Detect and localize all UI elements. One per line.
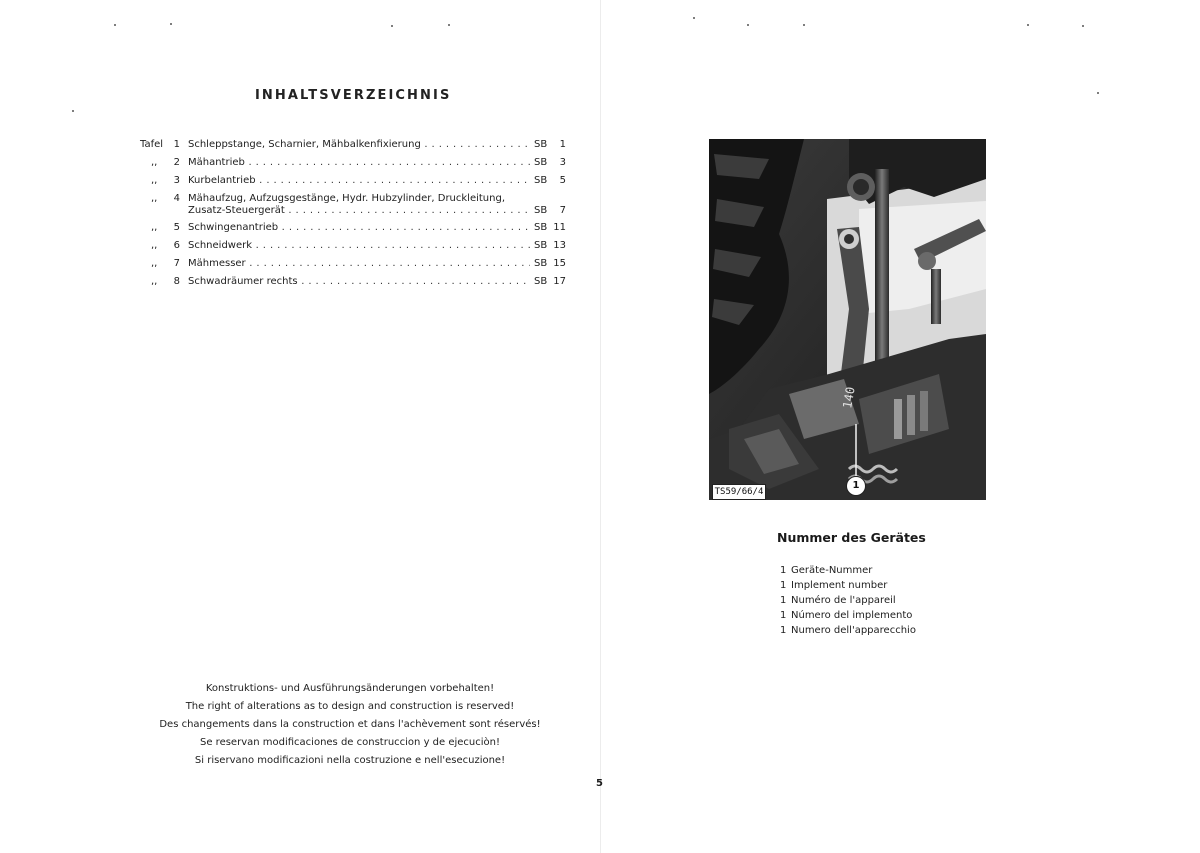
toc-entry-sb: SB [534, 139, 548, 150]
toc-entry-title: Mähmesser . . . [188, 257, 530, 271]
page-divider [600, 0, 601, 853]
toc-entry-title: Mähantrieb . . . [188, 156, 530, 170]
caption-item [780, 563, 1040, 578]
toc-entry-page: 17 [553, 276, 566, 287]
scan-speck [747, 24, 749, 26]
toc-entry-number: 3 [173, 175, 180, 186]
toc-entry-page: 13 [553, 240, 566, 251]
scan-speck [114, 24, 116, 26]
toc-entry [140, 156, 570, 170]
toc-entry-page: 3 [559, 157, 566, 168]
caption-item [780, 578, 1040, 593]
toc-entry-number: 7 [173, 258, 180, 269]
toc-entry-prefix: ,, [151, 222, 158, 233]
toc-entry [140, 174, 570, 188]
caption-item-label: Implement number [791, 580, 888, 591]
toc-entry-title: Schwadräumer rechts . . . [188, 275, 530, 289]
scan-speck [448, 24, 450, 26]
toc-entry-title: Schleppstange, Scharnier, Mähbalkenfixierung . . . [188, 138, 530, 152]
toc-entry-title: Schwingenantrieb . . . [188, 221, 530, 235]
toc-entry-prefix: ,, [151, 258, 158, 269]
implement-photo [709, 139, 986, 500]
toc-entry-page: 7 [559, 205, 566, 216]
caption-item-label: Geräte-Nummer [791, 565, 873, 576]
toc-entry [140, 239, 570, 253]
toc-entry [140, 192, 570, 220]
notice-line-english: The right of alterations as to design and construction is reserved! [185, 701, 515, 712]
scan-speck [72, 110, 74, 112]
toc-entry-page: 5 [559, 175, 566, 186]
caption-item-label: Número del implemento [791, 610, 913, 621]
toc-entry-title: Schneidwerk . . . [188, 239, 530, 253]
scan-speck [803, 24, 805, 26]
caption-title: Nummer des Gerätes [777, 530, 926, 545]
toc-entry-prefix: Tafel [140, 139, 164, 150]
scan-speck [1097, 92, 1099, 94]
toc-entry-sb: SB [534, 276, 548, 287]
toc-entry-page: 11 [553, 222, 566, 233]
toc-entry-page: 1 [559, 139, 566, 150]
caption-item-number: 1 [780, 595, 787, 606]
toc-entry-prefix: ,, [151, 276, 158, 287]
toc-entry-number: 6 [173, 240, 180, 251]
toc-entry-prefix: ,, [151, 193, 158, 204]
toc-entry-title: Mähaufzug, Aufzugsgestänge, Hydr. Hubzylinder, Druckleitung, [188, 193, 506, 204]
toc-entry-sb: SB [534, 258, 548, 269]
caption-list [780, 563, 1040, 638]
caption-item-label: Numéro de l'appareil [791, 595, 896, 606]
toc-entry-number: 5 [173, 222, 180, 233]
scan-speck [1027, 24, 1029, 26]
notice-line-italian: Si riservano modificazioni nella costruzione e nell'esecuzione! [194, 755, 506, 766]
toc-entry-prefix: ,, [151, 157, 158, 168]
toc-entry-prefix: ,, [151, 175, 158, 186]
toc-entry [140, 257, 570, 271]
alterations-notice [150, 680, 550, 770]
toc-entry [140, 221, 570, 235]
toc-entry-number: 4 [173, 193, 180, 204]
caption-item [780, 623, 1040, 638]
notice-line-german: Konstruktions- und Ausführungsänderungen vorbehalten! [205, 683, 495, 694]
scan-speck [693, 17, 695, 19]
caption-item-number: 1 [780, 565, 787, 576]
caption-item [780, 608, 1040, 623]
engraved-serial-number: 140 [840, 385, 858, 410]
implement-photo-image [709, 139, 986, 500]
toc-title: INHALTSVERZEICHNIS [255, 88, 452, 103]
toc-entry-title-continued: Zusatz-Steuergerät . . . [188, 204, 530, 218]
toc-entry-title: Kurbelantrieb . . . [188, 174, 530, 188]
toc-entry-sb: SB [534, 222, 548, 233]
scan-speck [391, 25, 393, 27]
toc-entry-sb: SB [534, 240, 548, 251]
callout-marker-1: 1 [846, 476, 866, 496]
photo-reference-code: TS59/66/4 [712, 484, 766, 500]
notice-line-french: Des changements dans la construction et dans l'achèvement sont réservés! [159, 719, 541, 730]
scan-speck [170, 23, 172, 25]
caption-item-number: 1 [780, 580, 787, 591]
toc-entry-page: 15 [553, 258, 566, 269]
toc-entry-prefix: ,, [151, 240, 158, 251]
toc-entry-number: 2 [173, 157, 180, 168]
caption-item-number: 1 [780, 610, 787, 621]
toc-entry [140, 138, 570, 152]
toc-entry-sb: SB [534, 205, 548, 216]
page-number: 5 [596, 778, 603, 789]
notice-line-spanish: Se reservan modificaciones de construccion y de ejecuciòn! [200, 737, 500, 748]
caption-item-number: 1 [780, 625, 787, 636]
scan-speck [1082, 25, 1084, 27]
toc-entry-sb: SB [534, 175, 548, 186]
toc-entry-sb: SB [534, 157, 548, 168]
toc-entry-number: 8 [173, 276, 180, 287]
toc-entry [140, 275, 570, 289]
caption-item [780, 593, 1040, 608]
toc-entry-number: 1 [173, 139, 180, 150]
caption-item-label: Numero dell'apparecchio [791, 625, 916, 636]
